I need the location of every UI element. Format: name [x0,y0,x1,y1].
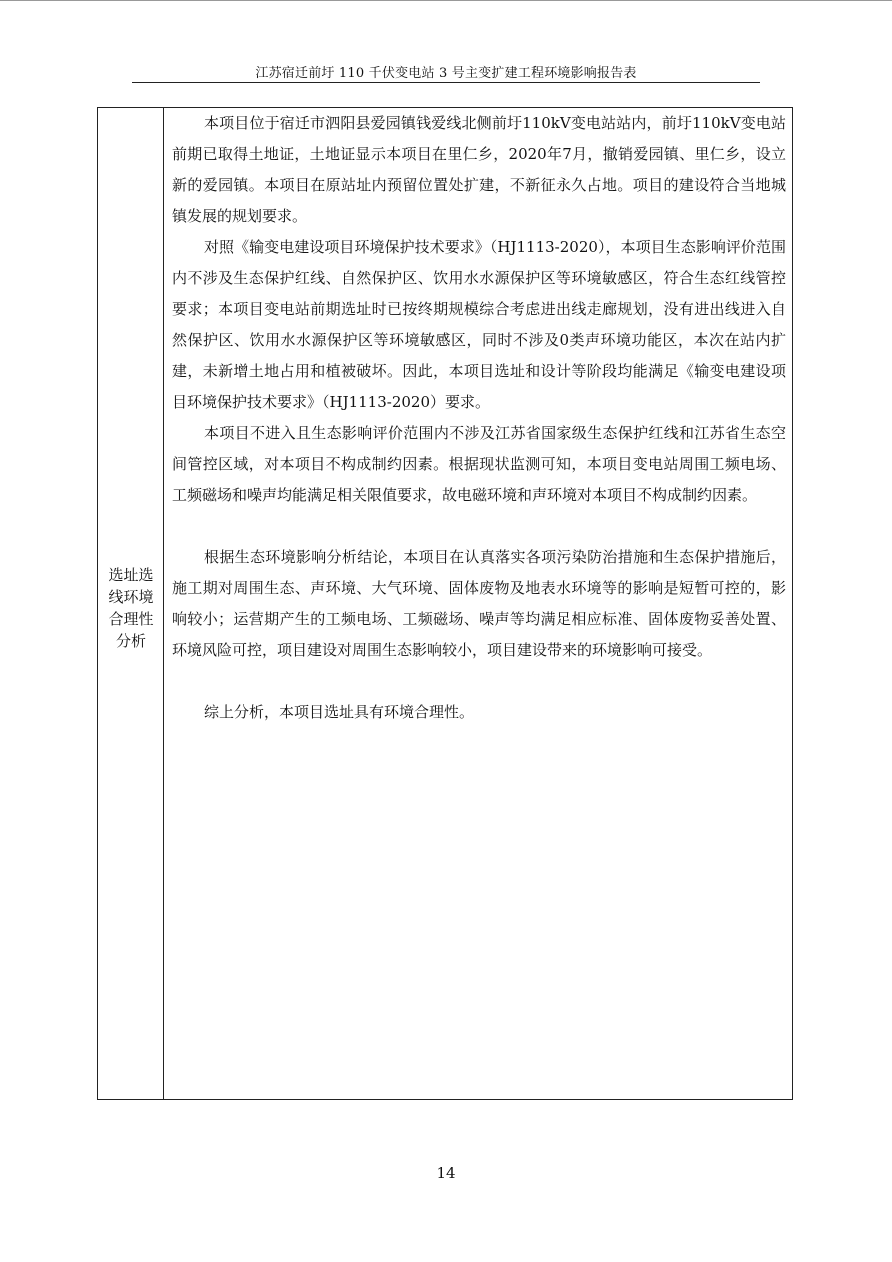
row-label: 选址选线环境合理性分析 [108,566,154,650]
document-header-title: 江苏宿迁前圩 110 千伏变电站 3 号主变扩建工程环境影响报告表 [255,66,637,81]
row-label-cell [98,108,164,1099]
top-border-line [0,0,892,1]
paragraph-summary: 综上分析，本项目选址具有环境合理性。 [204,703,475,721]
row-content-cell [165,108,792,1099]
page-number: 14 [436,1164,456,1182]
header-divider [132,82,760,83]
assessment-table [97,107,793,1100]
paragraph-impact-conclusion: 根据生态环境影响分析结论，本项目在认真落实各项污染防治措施和生态保护措施后，施工期对周围生态、声环境、大气环境、固体废物及地表水环境等的影响是短暂可控的，影响较小；运营期产生的工频电场、工频磁场、噪声等均满足相应标准、固体废物妥善处置、环境风险可控，项目建设对周围生态影响较小，项目建设带来的环境影响可接受。 [172,548,786,659]
paragraph-site-location: 本项目位于宿迁市泗阳县爱园镇钱爱线北侧前圩110kV变电站站内，前圩110kV变电站前期已取得土地证，土地证显示本项目在里仁乡，2020年7月，撤销爱园镇、里仁乡，设立新的爱园镇。本项目在原站址内预留位置处扩建，不新征永久占地。项目的建设符合当地城镇发展的规划要求。 [172,114,786,225]
paragraph-ecological-redline: 本项目不进入且生态影响评价范围内不涉及江苏省国家级生态保护红线和江苏省生态空间管控区域，对本项目不构成制约因素。根据现状监测可知，本项目变电站周围工频电场、工频磁场和噪声均能满足相关限值要求，故电磁环境和声环境对本项目不构成制约因素。 [172,424,786,504]
paragraph-technical-requirements: 对照《输变电建设项目环境保护技术要求》（HJ1113-2020），本项目生态影响评价范围内不涉及生态保护红线、自然保护区、饮用水水源保护区等环境敏感区，符合生态红线管控要求；本项目变电站前期选址时已按终期规模综合考虑进出线走廊规划，没有进出线进入自然保护区、饮用水水源保护区等环境敏感区，同时不涉及0类声环境功能区，本次在站内扩建，未新增土地占用和植被破坏。因此，本项目选址和设计等阶段均能满足《输变电建设项目环境保护技术要求》（HJ1113-2020）要求。 [172,238,786,411]
